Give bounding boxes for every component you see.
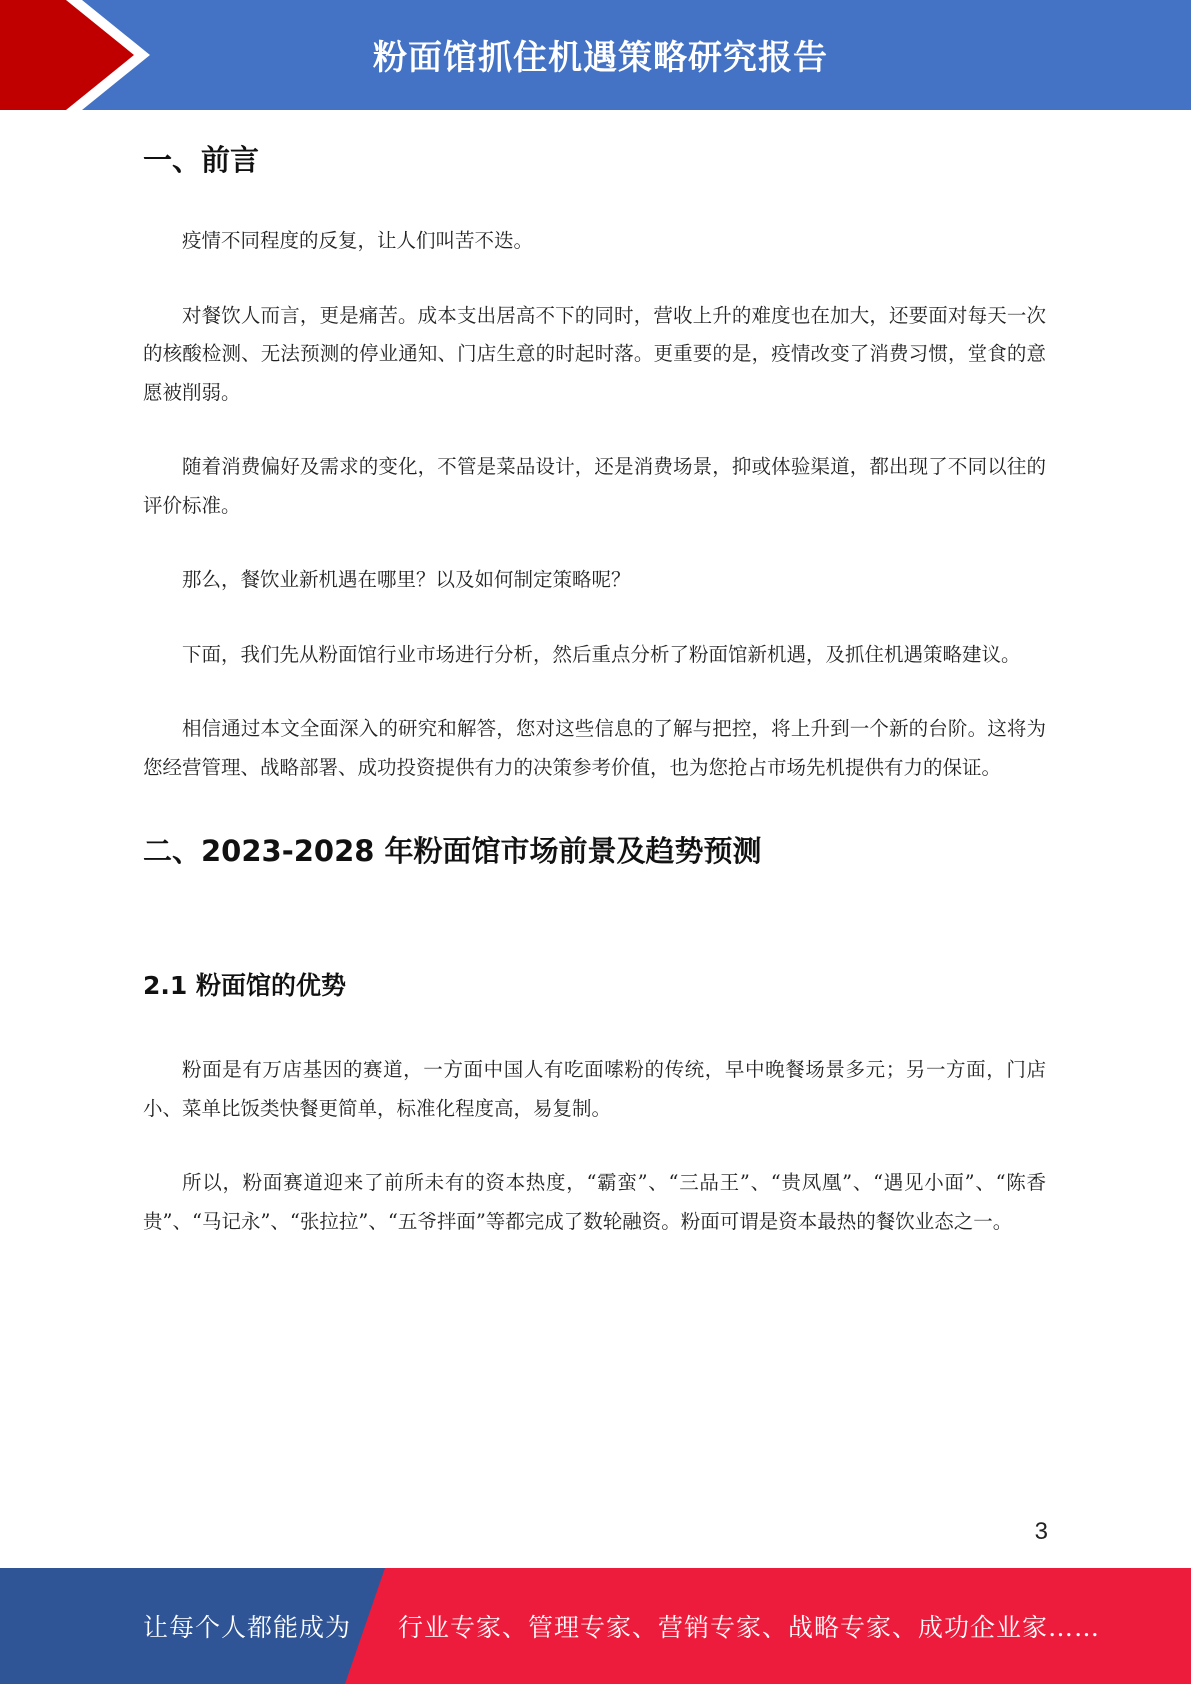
page-number: 3	[1034, 1518, 1048, 1545]
paragraph: 所以，粉面赛道迎来了前所未有的资本热度，“霸蛮”、“三品王”、“贵凤凰”、“遇见小面”、“陈香贵”、“马记永”、“张拉拉”、“五爷拌面”等都完成了数轮融资。粉面可谓是资本最热的餐饮业态之一。	[143, 1171, 1046, 1233]
report-title: 粉面馆抓住机遇策略研究报告	[373, 38, 828, 78]
paragraph: 下面，我们先从粉面馆行业市场进行分析，然后重点分析了粉面馆新机遇，及抓住机遇策略建议。	[182, 642, 1021, 666]
paragraph: 对餐饮人而言，更是痛苦。成本支出居高不下的同时，营收上升的难度也在加大，还要面对每天一次的核酸检测、无法预测的停业通知、门店生意的时起时落。更重要的是，疫情改变了消费习惯，堂食的意愿被削弱。	[143, 303, 1046, 404]
footer-slogan-right: 行业专家、管理专家、营销专家、战略专家、成功企业家……	[398, 1613, 1101, 1642]
subsection-heading-advantages: 2.1 粉面馆的优势	[143, 971, 346, 1000]
header-banner	[0, 0, 1191, 110]
footer-slogan-left: 让每个人都能成为	[143, 1613, 352, 1642]
section-heading-preface: 一、前言	[143, 143, 260, 177]
paragraph: 疫情不同程度的反复，让人们叫苦不迭。	[182, 229, 534, 252]
page-content	[143, 130, 1046, 1241]
footer-banner	[0, 1568, 1191, 1684]
paragraph: 粉面是有万店基因的赛道，一方面中国人有吃面嗦粉的传统，早中晚餐场景多元；另一方面，门店小、菜单比饭类快餐更简单，标准化程度高，易复制。	[143, 1058, 1046, 1120]
paragraph: 那么，餐饮业新机遇在哪里？以及如何制定策略呢？	[182, 568, 631, 591]
paragraph: 相信通过本文全面深入的研究和解答，您对这些信息的了解与把控，将上升到一个新的台阶。这将为您经营管理、战略部署、成功投资提供有力的决策参考价值，也为您抢占市场先机提供有力的保证。	[143, 717, 1046, 779]
section-heading-forecast: 二、2023-2028 年粉面馆市场前景及趋势预测	[143, 834, 762, 868]
paragraph: 随着消费偏好及需求的变化，不管是菜品设计，还是消费场景，抑或体验渠道，都出现了不同以往的评价标准。	[143, 455, 1046, 517]
